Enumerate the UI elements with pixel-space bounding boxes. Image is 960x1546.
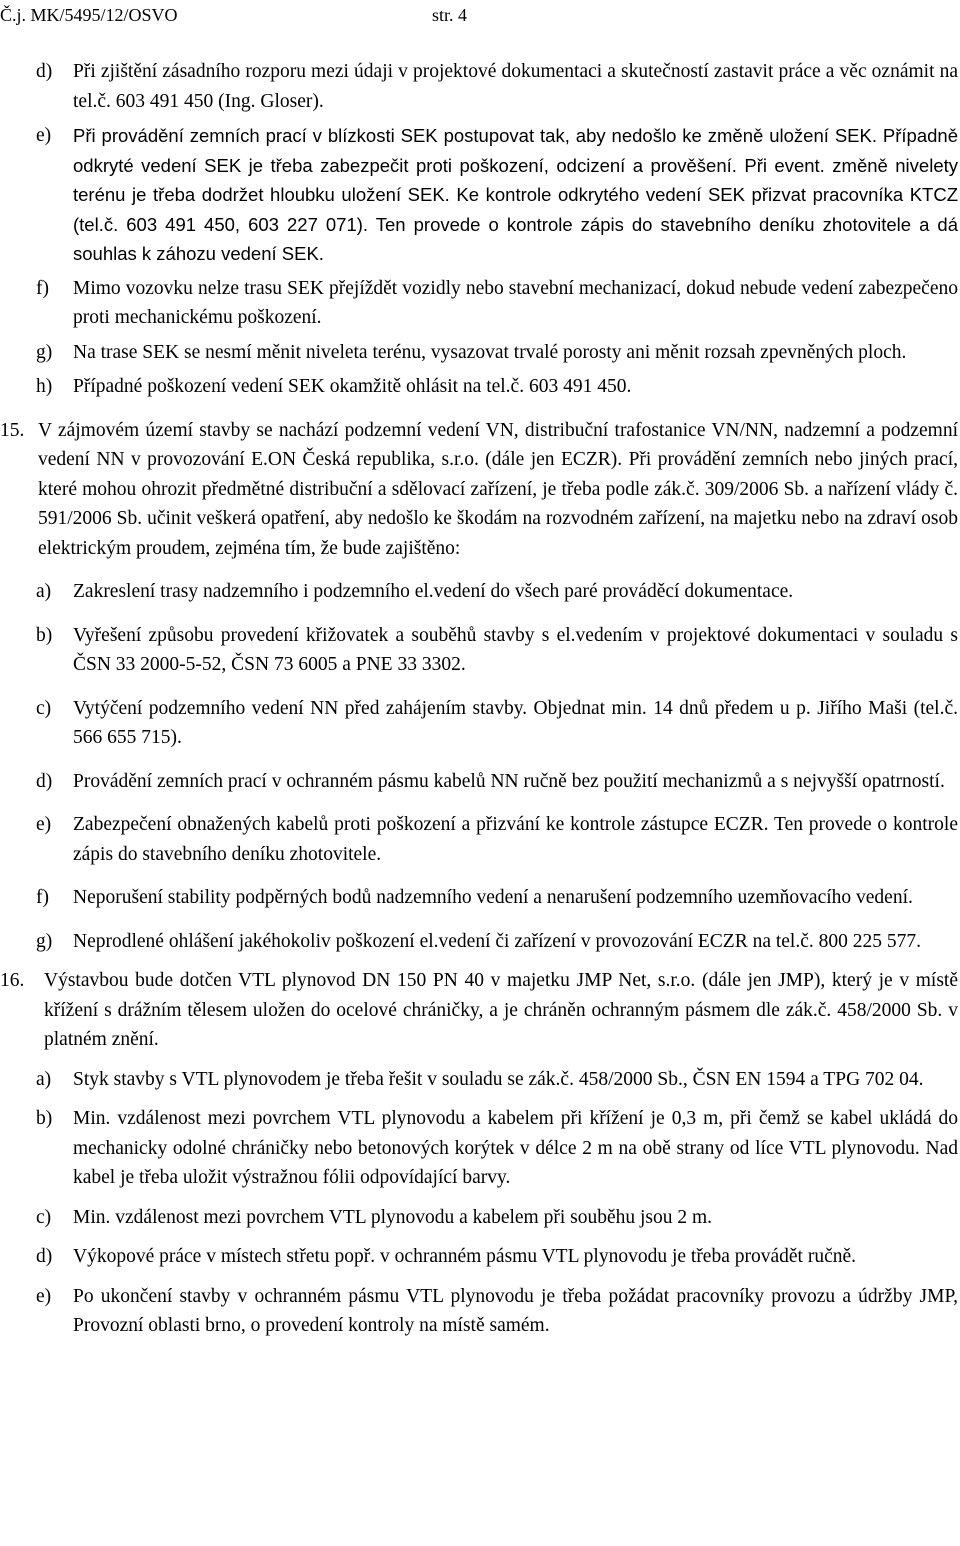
section-number: 16. [0,970,25,991]
section-15-item-g [0,927,958,957]
section-16 [0,966,958,1055]
section-15-item-f [0,883,958,913]
item-text: Neprodlené ohlášení jakéhokoliv poškození el.vedení či zařízení v provozování ECZR na tel.č. 800 225 577. [73,930,922,952]
item-text: Vytýčení podzemního vedení NN před zahájením stavby. Objednat min. 14 dnů předem u p. Jiřího Maši (tel.č. 566 655 715). [73,697,958,748]
section-text: V zájmovém území stavby se nachází podzemní vedení VN, distribuční trafostanice VN/NN, nadzemní a podzemní vedení NN v provozování E.ON Česká republika, s.r.o. (dále jen ECZR). Při provádění zemních nebo jiných prací, které mohou ohrozit předmětné distribuční a sdělovací zařízení, je třeba podle zák.č. 309/2006 Sb. a nařízení vlády č. 591/2006 Sb. učinit veškerá opatření, aby nedošlo ke škodám na rozvodném zařízení, na majetku nebo na zdraví osob elektrickým proudem, zejména tím, že bude zajištěno: [38,419,958,559]
section-text: Výstavbou bude dotčen VTL plynovod DN 150 PN 40 v majetku JMP Net, s.r.o. (dále jen JMP), který je v místě křížení s drážním tělesem uložen do ocelové chráničky, a je chráněn ochranným pásmem dle zák.č. 458/2000 Sb. v platném znění. [44,970,958,1050]
section-15-item-b [0,621,958,680]
section-16-item-a [0,1065,958,1095]
item-label: b) [36,1108,53,1129]
item-label: g) [36,341,53,363]
section-15-item-d [0,767,958,797]
document-reference: Č.j. MK/5495/12/OSVO [0,5,178,25]
section-15-item-a [0,577,958,607]
item-text: Neporušení stability podpěrných bodů nadzemního vedení a nenarušení podzemního uzemňovacího vedení. [73,887,913,908]
item-label: c) [36,697,52,719]
sek-item-f [0,274,958,333]
item-text: Vyřešení způsobu provedení křižovatek a souběhů stavby s el.vedením v projektové dokumentaci v souladu s ČSN 33 2000-5-52, ČSN 73 6005 a PNE 33 3302. [73,624,958,675]
item-text: Při provádění zemních prací v blízkosti SEK postupovat tak, aby nedošlo ke změně uložení SEK. Případně odkryté vedení SEK je třeba zabezpečit proti poškození, odcizení a prověšení. Při event. změně nivelety terénu je třeba dodržet hloubku uložení SEK. Ke kontrole odkrytého vedení SEK přizvat pracovníka KTCZ (tel.č. 603 491 450, 603 227 071). Ten provede o kontrole zápis do stavebního deníku zhotovitele a dá souhlas k záhozu vedení SEK. [73,125,958,264]
item-label: h) [36,376,53,397]
item-text: Výkopové práce v místech střetu popř. v ochranném pásmu VTL plynovodu je třeba provádět ručně. [73,1246,857,1267]
item-label: f) [36,887,49,908]
item-label: g) [36,930,53,952]
section-number: 15. [0,419,25,441]
item-label: d) [36,61,53,82]
item-label: e) [36,1285,52,1307]
item-text: Po ukončení stavby v ochranném pásmu VTL plynovodu je třeba požádat pracovníky provozu a údržby JMP, Provozní oblasti brno, o provedení kontroly na místě samém. [73,1285,958,1336]
sek-item-h [0,372,958,402]
item-label: c) [36,1206,52,1228]
item-text: Min. vzdálenost mezi povrchem VTL plynovodu a kabelem při křížení je 0,3 m, při čemž se kabel ukládá do mechanicky odolné chráničky nebo betonových korýtek v délce 2 m na obě strany od líce VTL plynovodu. Nad kabel je třeba uložit výstražnou fólii odpovídající barvy. [73,1108,958,1188]
item-text: Min. vzdálenost mezi povrchem VTL plynovodu a kabelem při souběhu jsou 2 m. [73,1206,713,1228]
section-16-item-b [0,1104,958,1193]
section-16-item-c [0,1203,958,1233]
page-number: str. 4 [432,5,468,25]
section-15-item-c [0,694,958,753]
item-label: d) [36,1246,53,1267]
item-text: Styk stavby s VTL plynovodem je třeba řešit v souladu se zák.č. 458/2000 Sb., ČSN EN 1594 a TPG 702 04. [73,1068,924,1090]
item-label: e) [36,814,52,835]
item-text: Provádění zemních prací v ochranném pásmu kabelů NN ručně bez použití mechanizmů a s nejvyšší opatrností. [73,770,945,792]
item-text: Mimo vozovku nelze trasu SEK přejíždět vozidly nebo stavební mechanizací, dokud nebude vedení zabezpečeno proti mechanickému poškození. [73,277,958,328]
section-15-item-e [0,810,958,869]
item-label: f) [36,277,49,299]
item-text: Případné poškození vedení SEK okamžitě ohlásit na tel.č. 603 491 450. [73,376,632,397]
sek-item-e [0,121,958,269]
item-label: a) [36,1068,52,1090]
item-text: Na trase SEK se nesmí měnit niveleta terénu, vysazovat trvalé porosty ani měnit rozsah zpevněných ploch. [73,341,907,363]
item-label: b) [36,624,53,646]
section-15 [0,416,958,564]
section-16-item-e [0,1282,958,1341]
item-text: Zabezpečení obnažených kabelů proti poškození a přizvání ke kontrole zástupce ECZR. Ten provede o kontrole zápis do stavebního deníku zhotovitele. [73,814,958,865]
sek-item-g [0,338,958,368]
item-label: e) [36,125,52,146]
item-text: Zakreslení trasy nadzemního i podzemního el.vedení do všech paré prováděcí dokumentace. [73,581,794,602]
item-text: Při zjištění zásadního rozporu mezi údaji v projektové dokumentaci a skutečností zastavit práce a věc oznámit na tel.č. 603 491 450 (Ing. Gloser). [73,61,958,112]
item-label: a) [36,581,52,602]
sek-item-d [0,57,958,116]
section-16-item-d [0,1242,958,1272]
item-label: d) [36,770,53,792]
document-body [0,57,958,1341]
